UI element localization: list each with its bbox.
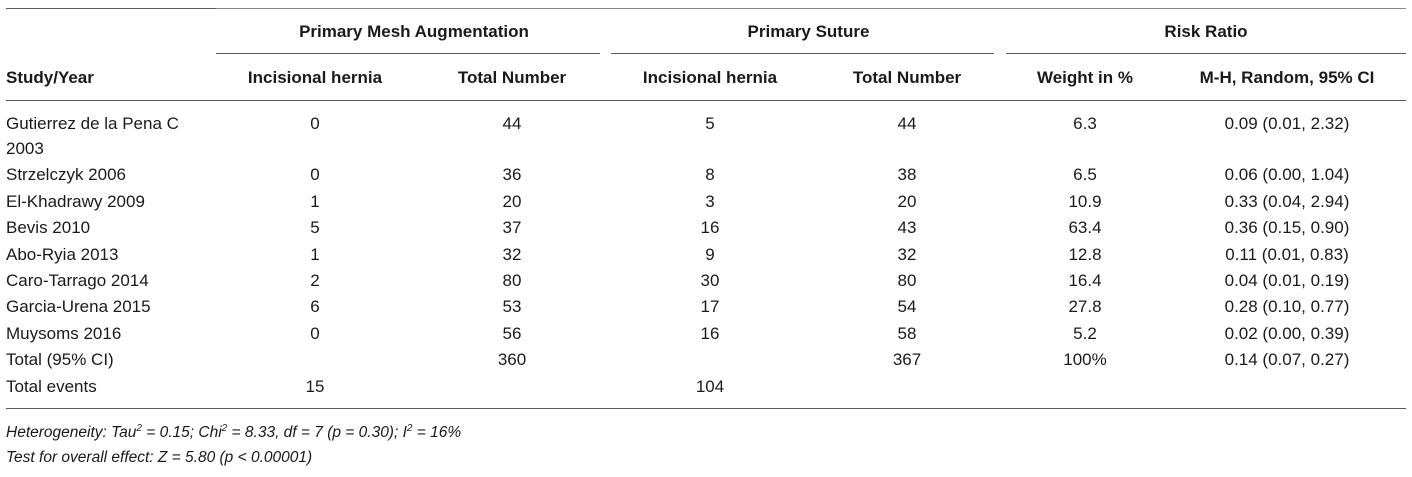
table-cell-suture-hernia: 5 (705, 114, 715, 133)
table-cell-study: Total (95% CI) (6, 350, 114, 369)
table-cell-rr: 0.36 (0.15, 0.90) (1224, 218, 1350, 237)
table-cell-suture-hernia: 3 (705, 192, 715, 211)
group-rule-risk (1006, 53, 1406, 54)
table-cell-mesh-total: 37 (502, 218, 522, 237)
column-header-rr: M-H, Random, 95% CI (1199, 68, 1375, 87)
table-cell-weight: 12.8 (1068, 245, 1102, 264)
table-cell-suture-hernia: 16 (700, 218, 720, 237)
group-rule-suture (611, 53, 994, 54)
table-cell-study: Abo-Ryia 2013 (6, 245, 119, 264)
heterogeneity-text: = 8.33, df = 7 (p = 0.30); I (227, 424, 407, 441)
table-cell-suture-total: 54 (897, 297, 917, 316)
table-cell-suture-hernia: 16 (700, 324, 720, 343)
table-cell-study: Caro-Tarrago 2014 (6, 271, 149, 290)
group-rule-mesh (216, 53, 600, 54)
column-header-mesh-total: Total Number (457, 68, 567, 87)
table-cell-weight: 10.9 (1068, 192, 1102, 211)
table-cell-suture-total: 367 (892, 350, 922, 369)
table-cell-study: Muysoms 2016 (6, 324, 122, 343)
superscript: 2 (406, 423, 413, 434)
table-cell-study: Strzelczyk 2006 (6, 165, 126, 184)
heterogeneity-text: Heterogeneity: Tau (6, 424, 137, 441)
table-cell-suture-total: 20 (897, 192, 917, 211)
table-cell-suture-total: 32 (897, 245, 917, 264)
table-cell-weight: 100% (1063, 350, 1107, 369)
table-cell-mesh-hernia: 0 (310, 114, 320, 133)
table-cell-mesh-total: 360 (497, 350, 527, 369)
header-bottom-rule (6, 100, 1406, 101)
table-cell-rr: 0.06 (0.00, 1.04) (1224, 165, 1350, 184)
table-cell-rr: 0.14 (0.07, 0.27) (1224, 350, 1350, 369)
superscript: 2 (136, 423, 142, 434)
table-cell-study: Gutierrez de la Pena C (6, 114, 179, 133)
superscript: 2 (221, 423, 228, 434)
table-cell-mesh-total: 36 (502, 165, 522, 184)
table-cell-mesh-total: 20 (502, 192, 522, 211)
group-header-risk: Risk Ratio (1164, 22, 1248, 41)
table-cell-study: Total events (6, 377, 97, 396)
column-header-study: Study/Year (6, 68, 94, 87)
group-header-suture: Primary Suture (747, 22, 870, 41)
table-cell-mesh-total: 44 (502, 114, 522, 133)
column-header-mesh-hernia: Incisional hernia (247, 68, 383, 87)
top-rule-long (216, 8, 1406, 9)
heterogeneity-note (6, 424, 461, 442)
table-cell-rr: 0.33 (0.04, 2.94) (1224, 192, 1350, 211)
table-cell-weight: 16.4 (1068, 271, 1102, 290)
table-cell-study: 2003 (6, 139, 44, 158)
table-cell-study: Bevis 2010 (6, 218, 91, 237)
column-header-weight: Weight in % (1036, 68, 1133, 87)
table-cell-weight: 27.8 (1068, 297, 1102, 316)
table-cell-suture-hernia: 9 (705, 245, 715, 264)
table-cell-suture-total: 38 (897, 165, 917, 184)
table-cell-weight: 63.4 (1068, 218, 1102, 237)
table-cell-study: Garcia-Urena 2015 (6, 297, 151, 316)
table-cell-mesh-total: 80 (502, 271, 522, 290)
table-cell-weight: 5.2 (1073, 324, 1097, 343)
table-cell-rr: 0.11 (0.01, 0.83) (1225, 245, 1349, 264)
table-cell-suture-total: 80 (897, 271, 917, 290)
table-cell-suture-total: 43 (897, 218, 917, 237)
overall-effect-note: Test for overall effect: Z = 5.80 (p < 0.00001) (6, 449, 313, 466)
table-cell-mesh-hernia: 0 (310, 165, 320, 184)
table-cell-suture-hernia: 8 (705, 165, 715, 184)
table-cell-mesh-hernia: 1 (310, 192, 320, 211)
table-cell-mesh-hernia: 15 (305, 377, 325, 396)
table-cell-mesh-hernia: 1 (310, 245, 320, 264)
table-cell-suture-hernia: 17 (700, 297, 720, 316)
table-cell-weight: 6.3 (1073, 114, 1097, 133)
table-cell-mesh-hernia: 2 (310, 271, 320, 290)
table-cell-mesh-total: 53 (502, 297, 522, 316)
table-cell-mesh-hernia: 0 (310, 324, 320, 343)
column-header-suture-hernia: Incisional hernia (642, 68, 778, 87)
top-rule-short (6, 8, 216, 9)
table-cell-mesh-hernia: 6 (310, 297, 320, 316)
table-cell-rr: 0.09 (0.01, 2.32) (1224, 114, 1350, 133)
table-cell-suture-total: 44 (897, 114, 917, 133)
table-cell-suture-total: 58 (897, 324, 917, 343)
table-cell-rr: 0.28 (0.10, 0.77) (1224, 297, 1350, 316)
table-cell-mesh-total: 56 (502, 324, 522, 343)
group-header-mesh: Primary Mesh Augmentation (299, 22, 529, 41)
table-cell-suture-hernia: 30 (700, 271, 720, 290)
table-cell-rr: 0.04 (0.01, 0.19) (1224, 271, 1350, 290)
table-cell-rr: 0.02 (0.00, 0.39) (1224, 324, 1350, 343)
table-cell-mesh-total: 32 (502, 245, 522, 264)
table-bottom-rule (6, 408, 1406, 409)
table-cell-mesh-hernia: 5 (310, 218, 320, 237)
table-cell-weight: 6.5 (1073, 165, 1097, 184)
heterogeneity-text: = 0.15; Chi (141, 424, 222, 441)
table-cell-study: El-Khadrawy 2009 (6, 192, 145, 211)
column-header-suture-total: Total Number (852, 68, 962, 87)
table-cell-suture-hernia: 104 (695, 377, 725, 396)
heterogeneity-text: = 16% (412, 424, 462, 441)
